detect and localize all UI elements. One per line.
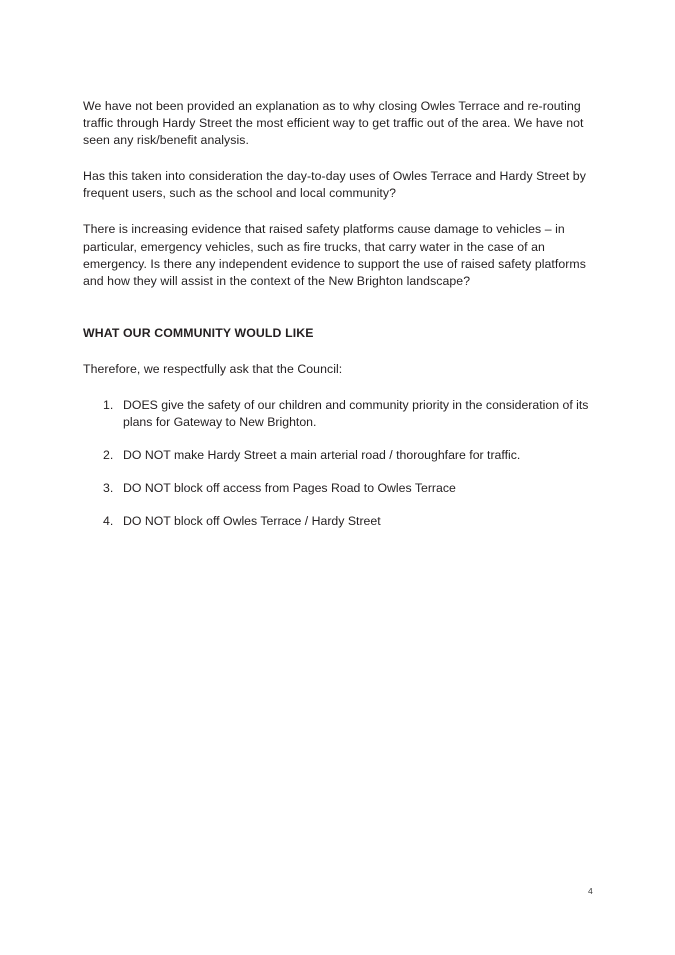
list-item-number: 3.: [103, 481, 114, 496]
list-item: [83, 513, 595, 530]
list-item-label: DO NOT block off access from Pages Road to Owles Terrace: [123, 481, 456, 496]
paragraph-explanation: We have not been provided an explanation as to why closing Owles Terrace and re-routing traffic through Hardy Street the most efficient way to get traffic out of the area. We have not seen any risk/benefit analysis.: [83, 99, 584, 148]
list-item-label: DO NOT make Hardy Street a main arterial road / thoroughfare for traffic.: [123, 448, 521, 463]
list-item-label: DO NOT block off Owles Terrace / Hardy Street: [123, 514, 381, 529]
list-item: [83, 480, 595, 497]
section-spacer: [83, 309, 595, 325]
list-item-number: 2.: [103, 448, 114, 463]
list-item-label: DOES give the safety of our children and community priority in the consideration of its plans for Gateway to New Brighton.: [123, 398, 589, 430]
section-heading-what-our-community-would-like: WHAT OUR COMMUNITY WOULD LIKE: [83, 325, 314, 340]
asks-list: [83, 397, 595, 530]
list-item-number: 4.: [103, 514, 114, 529]
list-item: [83, 447, 595, 464]
paragraph-consideration: Has this taken into consideration the day-to-day uses of Owles Terrace and Hardy Street by frequent users, such as the school and local community?: [83, 169, 586, 201]
list-item-number: 1.: [103, 398, 114, 413]
section-intro-request: Therefore, we respectfully ask that the Council:: [83, 361, 343, 376]
list-item: [83, 397, 595, 431]
paragraph-safety-platforms: There is increasing evidence that raised safety platforms cause damage to vehicles – in particular, emergency vehicles, such as fire trucks, that carry water in the case of an emergency. Is there any independent evidence to support the use of raised safety platforms and how they will assist in the context of the New Brighton landscape?: [83, 222, 586, 288]
page-number: 4: [588, 886, 593, 896]
document-body: [83, 98, 595, 531]
